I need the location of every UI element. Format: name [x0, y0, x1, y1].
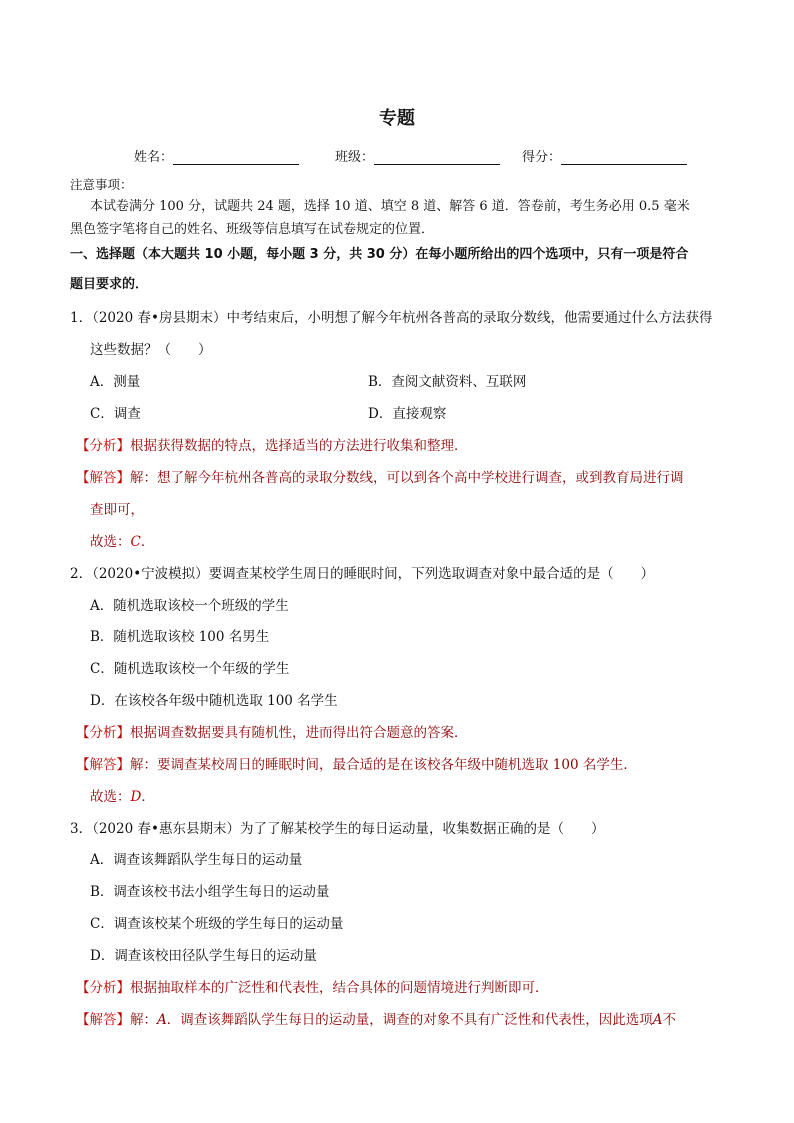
- q3-option-c: C．调查该校某个班级的学生每日的运动量: [90, 916, 344, 932]
- q1-answer-cont: 查即可，: [90, 502, 144, 518]
- analysis-tag: 【分析】: [76, 438, 130, 454]
- q2-option-a: A．随机选取该校一个班级的学生: [90, 598, 289, 614]
- answer-text: [130, 1012, 676, 1028]
- answer-text: 解：想了解今年杭州各普高的录取分数线，可以到各个高中学校进行调查，或到教育局进行调: [130, 470, 684, 486]
- answer-option-ref-2: A: [652, 1012, 663, 1028]
- score-label: 得分：: [522, 150, 562, 165]
- q3-analysis: [76, 979, 549, 997]
- q1-conclusion: [90, 533, 154, 551]
- section-1-heading: 一、选择题（本大题共 10 小题，每小题 3 分，共 30 分）在每小题所给出的四个选项中，只有一项是符合: [70, 247, 689, 262]
- analysis-text: 根据调查数据要具有随机性，进而得出符合题意的答案．: [130, 725, 468, 741]
- q2-option-c: C．随机选取该校一个年级的学生: [90, 661, 290, 677]
- name-field[interactable]: [173, 150, 299, 165]
- conclusion-suffix: ．: [141, 789, 155, 805]
- section-1-heading-cont: 题目要求的．: [70, 277, 149, 292]
- student-info-row: [134, 146, 687, 165]
- q3-stem: 3．（2020 春•惠东县期末）为了了解某校学生的每日运动量，收集数据正确的是（ ）: [70, 821, 605, 837]
- class-field[interactable]: [374, 150, 500, 165]
- q1-answer: [76, 469, 684, 487]
- q3-option-b: B．调查该校书法小组学生每日的运动量: [90, 884, 330, 900]
- conclusion-suffix: ．: [140, 534, 155, 550]
- conclusion-choice: D: [130, 789, 142, 805]
- answer-tag: 【解答】: [76, 470, 130, 486]
- q1-option-b: B．查阅文献资料、互联网: [368, 374, 527, 390]
- analysis-text: 根据抽取样本的广泛性和代表性，结合具体的问题情境进行判断即可．: [130, 980, 549, 996]
- page-title: 专题: [379, 108, 415, 129]
- class-label: 班级：: [335, 150, 375, 165]
- q2-option-d: D．在该校各年级中随机选取 100 名学生: [90, 693, 338, 709]
- answer-tag: 【解答】: [76, 757, 130, 773]
- q2-option-b: B．随机选取该校 100 名男生: [90, 629, 270, 645]
- answer-tag: 【解答】: [76, 1012, 130, 1028]
- q1-stem-cont: 这些数据？（ ）: [90, 342, 212, 358]
- q1-analysis: [76, 437, 468, 455]
- q2-conclusion: [90, 788, 155, 806]
- q1-option-c: C．调查: [90, 406, 141, 422]
- q1-option-a: A．测量: [90, 374, 141, 390]
- conclusion-choice: C: [130, 534, 141, 550]
- answer-option-ref: A: [157, 1012, 167, 1028]
- q1-stem: 1．（2020 春•房县期末）中考结束后，小明想了解今年杭州各普高的录取分数线，他需要通过什么方法获得: [70, 310, 713, 326]
- notice-heading: 注意事项：: [70, 177, 133, 192]
- analysis-text: 根据获得数据的特点，选择适当的方法进行收集和整理．: [130, 438, 468, 454]
- score-field[interactable]: [561, 150, 687, 165]
- analysis-tag: 【分析】: [76, 725, 130, 741]
- answer-prefix: 解：: [130, 1012, 157, 1028]
- name-label: 姓名：: [134, 150, 174, 165]
- answer-body: ．调查该舞蹈队学生每日的运动量，调查的对象不具有广泛性和代表性，因此选项: [166, 1012, 653, 1028]
- q3-option-a: A．调查该舞蹈队学生每日的运动量: [90, 852, 303, 868]
- q3-answer: [76, 1011, 676, 1029]
- q2-analysis: [76, 724, 468, 742]
- conclusion-prefix: 故选：: [90, 789, 131, 805]
- notice-line-2: 黑色签字笔将自己的姓名、班级等信息填写在试卷规定的位置．: [70, 222, 435, 237]
- answer-end: 不: [662, 1012, 676, 1028]
- conclusion-prefix: 故选：: [90, 534, 131, 550]
- answer-text: 解：要调查某校周日的睡眠时间，最合适的是在该校各年级中随机选取 100 名学生．: [130, 757, 637, 773]
- q2-stem: 2．（2020•宁波模拟）要调查某校学生周日的睡眠时间，下列选取调查对象中最合适的是（ ）: [70, 566, 655, 582]
- q3-option-d: D．调查该校田径队学生每日的运动量: [90, 948, 317, 964]
- analysis-tag: 【分析】: [76, 980, 130, 996]
- notice-line-1: 本试卷满分 100 分，试题共 24 题，选择 10 道、填空 8 道、解答 6 道．答卷前，考生务必用 0.5 毫米: [90, 199, 690, 214]
- q2-answer: [76, 756, 637, 774]
- q1-option-d: D．直接观察: [368, 406, 447, 422]
